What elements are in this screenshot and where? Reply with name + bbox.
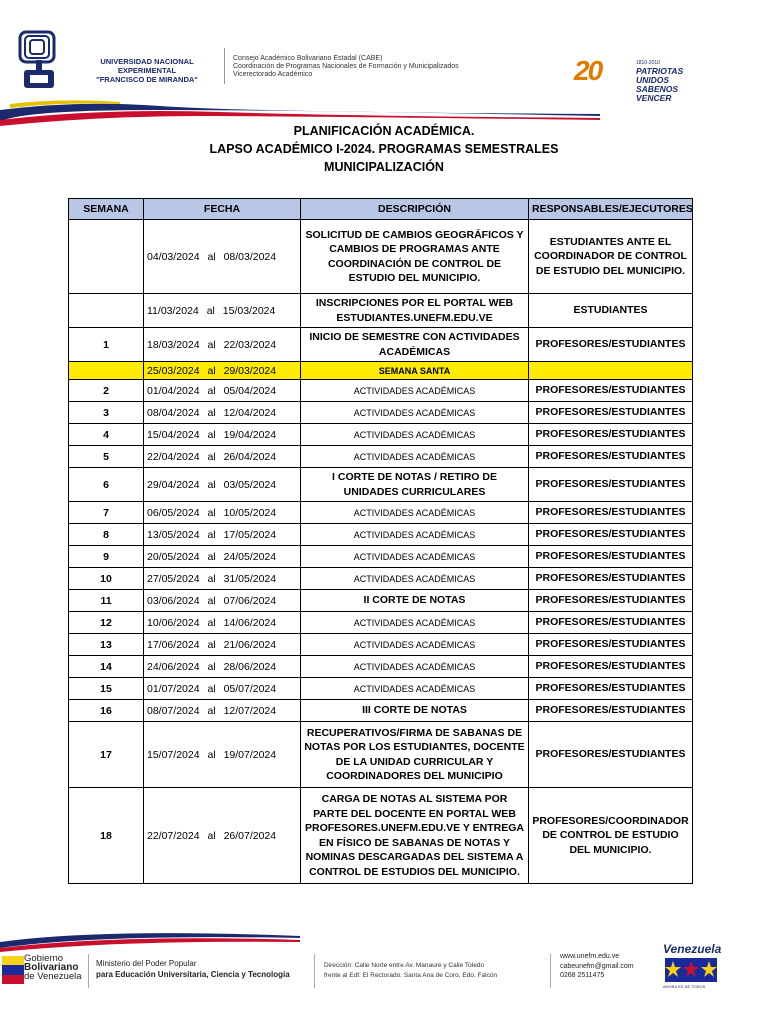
cell-semana: 8 <box>69 524 144 546</box>
header-semana: SEMANA <box>69 199 144 220</box>
fecha-hasta: 28/06/2024 <box>223 660 277 673</box>
header-descripcion: DESCRIPCIÓN <box>301 199 529 220</box>
cell-fecha <box>144 590 301 612</box>
government-label <box>24 954 82 981</box>
contact-block <box>560 952 634 981</box>
contact-email[interactable]: cabeunefm@gmail.com <box>560 962 634 970</box>
bicentennial-logo <box>566 55 706 103</box>
cell-semana: 15 <box>69 678 144 700</box>
cell-responsables: PROFESORES/ESTUDIANTES <box>529 468 693 502</box>
table-row <box>69 722 693 788</box>
fecha-al: al <box>207 829 216 842</box>
fecha-desde: 20/05/2024 <box>147 550 200 563</box>
fecha-al: al <box>207 638 216 651</box>
cell-semana: 10 <box>69 568 144 590</box>
cell-responsables: PROFESORES/ESTUDIANTES <box>529 678 693 700</box>
cell-descripcion: ACTIVIDADES ACADÉMICAS <box>301 678 529 700</box>
fecha-desde: 25/03/2024 <box>147 364 200 377</box>
table-row <box>69 362 693 380</box>
cell-fecha <box>144 220 301 294</box>
cell-fecha <box>144 402 301 424</box>
cell-semana: 3 <box>69 402 144 424</box>
cell-descripcion: ACTIVIDADES ACADÉMICAS <box>301 380 529 402</box>
table-row <box>69 546 693 568</box>
fecha-desde: 01/07/2024 <box>147 682 200 695</box>
fecha-hasta: 22/03/2024 <box>223 338 277 351</box>
cell-descripcion: SEMANA SANTA <box>301 362 529 380</box>
fecha-desde: 08/07/2024 <box>147 704 200 717</box>
fecha-al: al <box>207 682 216 695</box>
fecha-desde: 29/04/2024 <box>147 478 200 491</box>
bicentennial-slogan <box>636 67 706 103</box>
cell-descripcion: INSCRIPCIONES POR EL PORTAL WEB ESTUDIANTES.UNEFM.EDU.VE <box>301 294 529 328</box>
fecha-al: al <box>207 748 216 761</box>
table-row <box>69 678 693 700</box>
fecha-hasta: 12/07/2024 <box>223 704 277 717</box>
cell-fecha <box>144 502 301 524</box>
cell-descripcion: SOLICITUD DE CAMBIOS GEOGRÁFICOS Y CAMBIOS DE PROGRAMAS ANTE COORDINACIÓN DE CONTROL DE ESTUDIO DEL MUNICIPIO. <box>301 220 529 294</box>
cell-semana: 17 <box>69 722 144 788</box>
cabe-line2: Coordinación de Programas Nacionales de Formación y Municipalizados <box>233 63 459 70</box>
address-line2: frente al Edf. El Rectorado. Santa Ana de Coro, Edo. Falcón <box>324 972 498 979</box>
cell-responsables: PROFESORES/ESTUDIANTES <box>529 612 693 634</box>
fecha-al: al <box>207 572 216 585</box>
fecha-al: al <box>207 364 216 377</box>
venezuela-slogan: AHORA ES DE TODOS <box>663 984 706 989</box>
cell-responsables: PROFESORES/ESTUDIANTES <box>529 700 693 722</box>
fecha-desde: 15/04/2024 <box>147 428 200 441</box>
fecha-hasta: 17/05/2024 <box>223 528 277 541</box>
university-logo-icon <box>16 30 64 92</box>
cell-responsables: ESTUDIANTES ANTE EL COORDINADOR DE CONTROL DE ESTUDIO DEL MUNICIPIO. <box>529 220 693 294</box>
table-row <box>69 220 693 294</box>
table-row <box>69 424 693 446</box>
cell-semana: 7 <box>69 502 144 524</box>
cell-responsables: PROFESORES/ESTUDIANTES <box>529 402 693 424</box>
header-fecha: FECHA <box>144 199 301 220</box>
cell-semana: 9 <box>69 546 144 568</box>
cell-responsables: ESTUDIANTES <box>529 294 693 328</box>
fecha-al: al <box>207 550 216 563</box>
cell-fecha <box>144 380 301 402</box>
fecha-al: al <box>207 428 216 441</box>
venezuela-logo <box>661 942 721 992</box>
ministry-line1: Ministerio del Poder Popular <box>96 959 197 968</box>
fecha-desde: 13/05/2024 <box>147 528 200 541</box>
cell-fecha <box>144 722 301 788</box>
cell-semana: 12 <box>69 612 144 634</box>
fecha-al: al <box>207 406 216 419</box>
fecha-hasta: 15/03/2024 <box>222 304 276 317</box>
cell-responsables: PROFESORES/ESTUDIANTES <box>529 590 693 612</box>
venezuela-stars-icon <box>665 958 717 982</box>
fecha-hasta: 26/04/2024 <box>223 450 277 463</box>
fecha-hasta: 19/07/2024 <box>223 748 277 761</box>
table-row <box>69 468 693 502</box>
cell-descripcion: ACTIVIDADES ACADÉMICAS <box>301 634 529 656</box>
table-row <box>69 524 693 546</box>
cell-semana: 14 <box>69 656 144 678</box>
fecha-hasta: 24/05/2024 <box>223 550 277 563</box>
cell-descripcion: III CORTE DE NOTAS <box>301 700 529 722</box>
fecha-desde: 10/06/2024 <box>147 616 200 629</box>
bicentennial-line1: PATRIOTAS UNIDOS <box>636 66 684 85</box>
fecha-desde: 15/07/2024 <box>147 748 200 761</box>
cell-semana <box>69 362 144 380</box>
header-responsables: RESPONSABLES/EJECUTORES <box>529 199 693 220</box>
fecha-desde: 22/07/2024 <box>147 829 200 842</box>
fecha-desde: 17/06/2024 <box>147 638 200 651</box>
table-row <box>69 328 693 362</box>
cell-semana: 16 <box>69 700 144 722</box>
cell-responsables: PROFESORES/ESTUDIANTES <box>529 546 693 568</box>
fecha-desde: 24/06/2024 <box>147 660 200 673</box>
cabe-block <box>233 55 459 79</box>
fecha-hasta: 21/06/2024 <box>223 638 277 651</box>
fecha-hasta: 29/03/2024 <box>223 364 277 377</box>
cell-semana: 4 <box>69 424 144 446</box>
cell-fecha <box>144 612 301 634</box>
bicentennial-mark: 20 <box>574 55 602 86</box>
cell-descripcion: ACTIVIDADES ACADÉMICAS <box>301 402 529 424</box>
cell-descripcion: ACTIVIDADES ACADÉMICAS <box>301 524 529 546</box>
title-line3: MUNICIPALIZACIÓN <box>324 160 444 174</box>
cell-semana: 18 <box>69 788 144 884</box>
gob-line2: Bolivariano <box>24 962 79 973</box>
schedule-table <box>68 198 693 884</box>
cell-responsables: PROFESORES/ESTUDIANTES <box>529 380 693 402</box>
gob-line3: de Venezuela <box>24 971 82 982</box>
fecha-desde: 11/03/2024 <box>147 304 199 317</box>
fecha-desde: 27/05/2024 <box>147 572 200 585</box>
cell-semana <box>69 294 144 328</box>
ministry-line2: para Educación Universitaria, Ciencia y Tecnología <box>96 970 290 979</box>
fecha-hasta: 14/06/2024 <box>223 616 277 629</box>
cell-descripcion: ACTIVIDADES ACADÉMICAS <box>301 656 529 678</box>
cell-descripcion: INICIO DE SEMESTRE CON ACTIVIDADES ACADÉMICAS <box>301 328 529 362</box>
cell-responsables: PROFESORES/ESTUDIANTES <box>529 634 693 656</box>
gob-line1: Gobierno <box>24 953 64 964</box>
cell-descripcion: ACTIVIDADES ACADÉMICAS <box>301 568 529 590</box>
cell-fecha <box>144 328 301 362</box>
table-header-row <box>69 199 693 220</box>
footer-divider <box>88 954 89 988</box>
fecha-al: al <box>207 250 216 263</box>
title-line1: PLANIFICACIÓN ACADÉMICA. <box>293 124 475 138</box>
table-row <box>69 446 693 468</box>
cell-responsables: PROFESORES/ESTUDIANTES <box>529 656 693 678</box>
cell-responsables: PROFESORES/ESTUDIANTES <box>529 446 693 468</box>
fecha-hasta: 05/07/2024 <box>223 682 277 695</box>
fecha-al: al <box>207 478 216 491</box>
fecha-al: al <box>207 384 216 397</box>
cabe-line3: Vicerectorado Académico <box>233 71 313 78</box>
fecha-al: al <box>207 338 216 351</box>
document-title <box>0 122 768 176</box>
fecha-desde: 04/03/2024 <box>147 250 200 263</box>
footer-stripe <box>0 922 300 952</box>
title-line2: LAPSO ACADÉMICO I-2024. PROGRAMAS SEMESTRALES <box>209 142 559 156</box>
table-row <box>69 634 693 656</box>
cell-semana: 13 <box>69 634 144 656</box>
table-row <box>69 788 693 884</box>
footer-divider <box>314 954 315 988</box>
cell-semana <box>69 220 144 294</box>
fecha-hasta: 07/06/2024 <box>223 594 277 607</box>
cell-responsables: PROFESORES/ESTUDIANTES <box>529 424 693 446</box>
table-row <box>69 568 693 590</box>
cell-descripcion: ACTIVIDADES ACADÉMICAS <box>301 612 529 634</box>
fecha-hasta: 19/04/2024 <box>223 428 277 441</box>
cell-responsables: PROFESORES/COORDINADOR DE CONTROL DE ESTUDIO DEL MUNICIPIO. <box>529 788 693 884</box>
fecha-hasta: 08/03/2024 <box>223 250 277 263</box>
ministry-label <box>96 958 290 980</box>
fecha-desde: 22/04/2024 <box>147 450 200 463</box>
fecha-al: al <box>207 616 216 629</box>
address-line1: Dirección: Calle Norte entre Av. Manaure y Calle Toledo <box>324 962 485 969</box>
cell-fecha <box>144 524 301 546</box>
fecha-desde: 08/04/2024 <box>147 406 200 419</box>
cell-fecha <box>144 546 301 568</box>
bicentennial-years: 1810-2010 <box>636 60 660 66</box>
cell-fecha <box>144 468 301 502</box>
university-name-line2: "FRANCISCO DE MIRANDA" <box>96 75 198 84</box>
footer <box>0 912 768 1024</box>
fecha-hasta: 10/05/2024 <box>223 506 277 519</box>
university-name <box>72 57 222 84</box>
cell-fecha <box>144 678 301 700</box>
cell-descripcion: ACTIVIDADES ACADÉMICAS <box>301 446 529 468</box>
table-row <box>69 294 693 328</box>
table-row <box>69 380 693 402</box>
cell-descripcion: II CORTE DE NOTAS <box>301 590 529 612</box>
table-row <box>69 590 693 612</box>
cell-descripcion: ACTIVIDADES ACADÉMICAS <box>301 546 529 568</box>
bicentennial-line2: SABENOS VENCER <box>636 84 679 103</box>
cell-descripcion: RECUPERATIVOS/FIRMA DE SABANAS DE NOTAS POR LOS ESTUDIANTES, DOCENTE DE LA UNIDAD CURRICULAR Y COORDINADORES DEL MUNICIPIO <box>301 722 529 788</box>
cell-fecha <box>144 294 301 328</box>
cell-responsables: PROFESORES/ESTUDIANTES <box>529 524 693 546</box>
fecha-hasta: 31/05/2024 <box>223 572 277 585</box>
cell-fecha <box>144 424 301 446</box>
table-row <box>69 402 693 424</box>
cell-semana: 11 <box>69 590 144 612</box>
fecha-desde: 18/03/2024 <box>147 338 200 351</box>
fecha-al: al <box>207 528 216 541</box>
cell-responsables: PROFESORES/ESTUDIANTES <box>529 722 693 788</box>
cabe-line1: Consejo Académico Bolivariano Estadal (CABE) <box>233 55 383 62</box>
cell-responsables: PROFESORES/ESTUDIANTES <box>529 568 693 590</box>
cell-fecha <box>144 568 301 590</box>
fecha-hasta: 05/04/2024 <box>223 384 277 397</box>
cell-descripcion: ACTIVIDADES ACADÉMICAS <box>301 424 529 446</box>
cell-semana: 5 <box>69 446 144 468</box>
cell-semana: 6 <box>69 468 144 502</box>
venezuela-flag-icon <box>2 956 24 984</box>
cell-fecha <box>144 634 301 656</box>
fecha-desde: 06/05/2024 <box>147 506 200 519</box>
fecha-al: al <box>206 304 215 317</box>
fecha-al: al <box>207 506 216 519</box>
cell-fecha <box>144 788 301 884</box>
fecha-al: al <box>207 594 216 607</box>
fecha-al: al <box>207 704 216 717</box>
fecha-hasta: 26/07/2024 <box>223 829 277 842</box>
table-row <box>69 656 693 678</box>
footer-divider <box>550 954 551 988</box>
table-row <box>69 612 693 634</box>
cell-descripcion: ACTIVIDADES ACADÉMICAS <box>301 502 529 524</box>
cell-fecha <box>144 362 301 380</box>
venezuela-mark: Venezuela <box>663 942 722 956</box>
cell-semana: 1 <box>69 328 144 362</box>
cell-responsables: PROFESORES/ESTUDIANTES <box>529 328 693 362</box>
cell-fecha <box>144 446 301 468</box>
fecha-desde: 01/04/2024 <box>147 384 200 397</box>
fecha-al: al <box>207 450 216 463</box>
contact-web[interactable]: www.unefm.edu.ve <box>560 953 620 960</box>
fecha-hasta: 12/04/2024 <box>223 406 277 419</box>
cell-fecha <box>144 700 301 722</box>
fecha-al: al <box>207 660 216 673</box>
address-block <box>324 961 497 981</box>
cell-responsables: PROFESORES/ESTUDIANTES <box>529 502 693 524</box>
contact-phone: 0268 2511475 <box>560 972 605 979</box>
table-row <box>69 700 693 722</box>
fecha-desde: 03/06/2024 <box>147 594 200 607</box>
cell-semana: 2 <box>69 380 144 402</box>
university-name-line1: UNIVERSIDAD NACIONAL EXPERIMENTAL <box>100 57 194 75</box>
cell-descripcion: CARGA DE NOTAS AL SISTEMA POR PARTE DEL DOCENTE EN PORTAL WEB PROFESORES.UNEFM.EDU.VE Y ENTREGA EN FÍSICO DE SABANAS DE NOTAS Y NOMINAS DESCARGADAS DEL SISTEMA A CONTROL DE ESTUDIOS DEL MUNICIPIO. <box>301 788 529 884</box>
letterhead <box>0 0 768 130</box>
fecha-hasta: 03/05/2024 <box>223 478 277 491</box>
cell-descripcion: I CORTE DE NOTAS / RETIRO DE UNIDADES CURRICULARES <box>301 468 529 502</box>
cell-responsables <box>529 362 693 380</box>
table-row <box>69 502 693 524</box>
header-divider <box>224 48 225 84</box>
cell-fecha <box>144 656 301 678</box>
